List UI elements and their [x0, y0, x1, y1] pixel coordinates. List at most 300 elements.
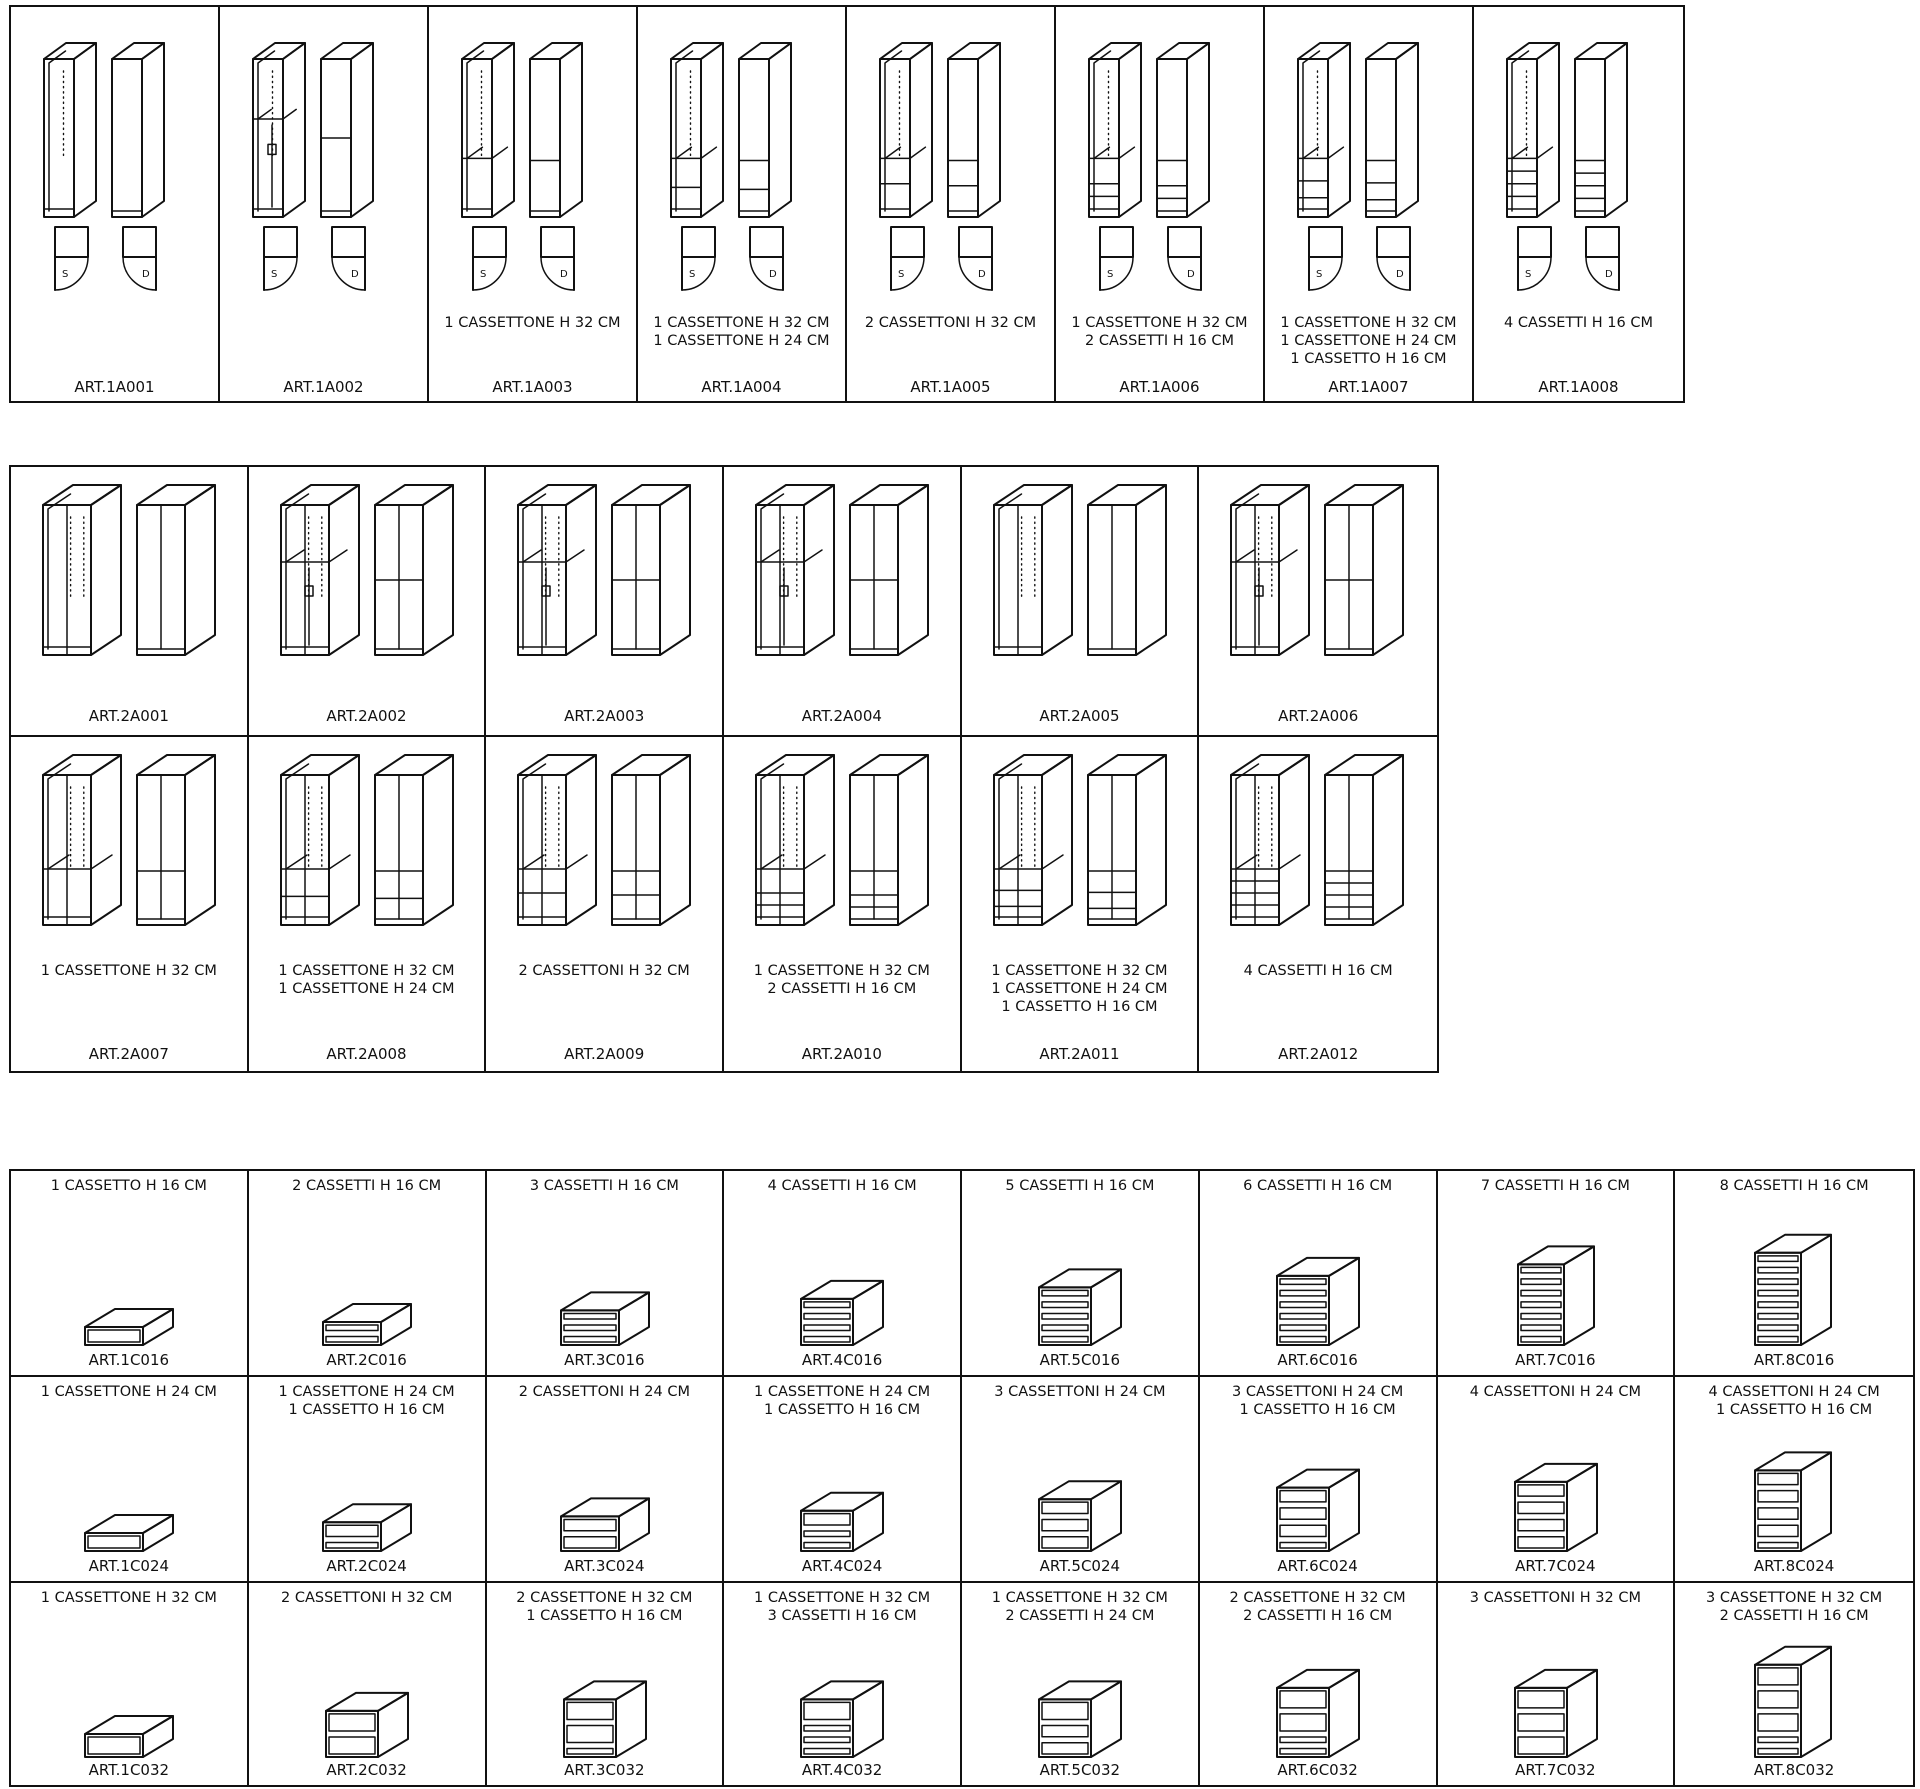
wardrobe-open-top-face: [1089, 43, 1141, 59]
description-line: 1 CASSETTONE H 32 CM: [991, 1590, 1168, 1606]
chest-drawer-front: [329, 1737, 375, 1754]
product-description: [1200, 1383, 1436, 1419]
wardrobe-closed-top-face: [1325, 485, 1403, 505]
product-cell: [962, 467, 1200, 737]
chest: [1518, 1246, 1594, 1345]
product-drawing: [1438, 1583, 1674, 1785]
wardrobe-closed-top-face: [1088, 755, 1166, 775]
article-code: ART.3C032: [564, 1761, 645, 1779]
article-code: ART.1C016: [88, 1351, 170, 1369]
wardrobe-closed-side-face: [1373, 755, 1403, 925]
product-drawing: [1438, 1171, 1674, 1375]
article-code: ART.1A004: [701, 378, 782, 396]
chest-drawer-front: [1280, 1290, 1326, 1296]
wardrobe-closed-top-face: [948, 43, 1000, 59]
product-description: [1199, 962, 1437, 980]
door-right-symbol-plan: [1377, 227, 1410, 257]
chest-drawer-front: [1042, 1537, 1088, 1548]
chest: [564, 1681, 646, 1757]
chest-side-face: [1091, 1269, 1121, 1345]
product-drawing: [1474, 7, 1683, 401]
door-right-symbol-plan: [1168, 227, 1201, 257]
chest-drawer-front: [329, 1714, 375, 1731]
chest-front-face: [1277, 1688, 1329, 1757]
chest-drawer-front: [88, 1330, 140, 1342]
door-right-symbol-arc: [750, 257, 783, 290]
wardrobe-open-top-face: [281, 755, 359, 775]
chest-side-face: [1329, 1258, 1359, 1345]
chest-drawer-front: [1042, 1302, 1088, 1308]
article-code: ART.3C024: [564, 1557, 645, 1575]
product-drawing: [1200, 1171, 1436, 1375]
wardrobe-closed-top-face: [112, 43, 164, 59]
description-line: 1 CASSETTONE H 24 CM: [278, 981, 455, 997]
product-description: [962, 1589, 1198, 1625]
product-description: [1675, 1177, 1913, 1195]
product-description: [1474, 314, 1683, 332]
product-drawing: [724, 1171, 960, 1375]
product-cell: [11, 7, 220, 401]
article-code: ART.7C024: [1515, 1557, 1596, 1575]
wardrobe-open-view: [253, 43, 305, 217]
door-left-symbol-plan: [473, 227, 506, 257]
article-code: ART.1C024: [88, 1557, 170, 1575]
chest-drawer-front: [326, 1525, 378, 1536]
product-cell: [1056, 7, 1265, 401]
product-drawing: [249, 1171, 485, 1375]
chest-drawer-front: [1280, 1491, 1326, 1502]
article-code: ART.2A010: [801, 1045, 882, 1063]
chest-drawer-front: [1042, 1313, 1088, 1319]
wardrobe-open-side-face: [804, 755, 834, 925]
chest-front-face: [326, 1711, 378, 1757]
wardrobe-open-view: [880, 43, 932, 217]
product-drawing: [1438, 1377, 1674, 1581]
chest: [561, 1498, 649, 1551]
article-code: ART.1A006: [1119, 378, 1200, 396]
door-left-symbol: [891, 227, 924, 290]
article-code: ART.8C016: [1753, 1351, 1835, 1369]
description-line: 1 CASSETTONE H 32 CM: [1280, 315, 1457, 331]
wardrobe-inner-back: [467, 51, 484, 211]
description-line: 1 CASSETTONE H 32 CM: [653, 315, 830, 331]
chest: [326, 1693, 408, 1757]
wardrobe-closed-top-face: [1325, 755, 1403, 775]
wardrobe-closed-view: [1088, 485, 1166, 655]
wardrobe-closed-view: [1157, 43, 1209, 217]
wardrobe-closed-side-face: [898, 485, 928, 655]
wardrobe-drawer-shelf-depth: [48, 855, 69, 869]
product-description: [486, 962, 722, 980]
product-cell: [220, 7, 429, 401]
door-right-symbol-label: D: [769, 269, 777, 280]
product-description: [11, 962, 247, 980]
chest-drawer-front: [804, 1336, 850, 1342]
wardrobe-open-side-face: [1042, 755, 1072, 925]
wardrobe-inner-back: [1094, 51, 1111, 211]
wardrobe-open-view: [994, 485, 1072, 655]
chest-drawer-front: [1758, 1491, 1798, 1502]
product-drawing: [486, 737, 722, 1071]
description-line: 1 CASSETTONE H 24 CM: [1280, 333, 1457, 349]
product-cell: [724, 1171, 962, 1377]
article-code: ART.2A012: [1278, 1045, 1359, 1063]
product-description: [962, 1177, 1198, 1195]
chest-front-face: [1277, 1276, 1329, 1345]
product-description: [1056, 314, 1263, 350]
wardrobe-closed-top-face: [1575, 43, 1627, 59]
chest-drawer-front: [804, 1514, 850, 1525]
wardrobe-open-side-face: [701, 43, 723, 217]
wardrobe-drawer-shelf-depth: [523, 855, 544, 869]
door-left-symbol-arc: [682, 257, 715, 290]
door-left-symbol-plan: [1309, 227, 1342, 257]
product-cell: [1675, 1583, 1913, 1785]
product-description: [487, 1177, 723, 1195]
chest-drawer-front: [564, 1336, 616, 1342]
description-line: 2 CASSETTONE H 32 CM: [516, 1590, 693, 1606]
wardrobe-closed-view: [321, 43, 373, 217]
wardrobe-open-view: [44, 43, 96, 217]
product-cell: [487, 1377, 725, 1583]
door-right-symbol: [541, 227, 574, 290]
product-cell: [487, 1171, 725, 1377]
wardrobe-open-side-face: [1042, 485, 1072, 655]
article-code: ART.5C024: [1039, 1557, 1121, 1575]
wardrobe-inner-back: [1512, 51, 1529, 211]
door-right-symbol-label: D: [1605, 269, 1613, 280]
chest-drawer-front: [567, 1702, 613, 1719]
wardrobe-open-top-face: [880, 43, 932, 59]
wardrobe-open-side-face: [566, 755, 596, 925]
wardrobe-closed-top-face: [375, 485, 453, 505]
wardrobe-open-side-face: [1537, 43, 1559, 217]
article-code: ART.4C024: [801, 1557, 883, 1575]
product-cell: [249, 1377, 487, 1583]
chest-drawer-front: [1518, 1502, 1564, 1513]
wardrobe-closed-top-face: [321, 43, 373, 59]
chest-drawer-front: [564, 1537, 616, 1548]
chest-top-face: [801, 1681, 883, 1699]
wardrobe-closed-top-face: [530, 43, 582, 59]
product-drawing: [962, 467, 1198, 735]
chest: [1277, 1470, 1359, 1551]
product-drawing: [11, 737, 247, 1071]
chest-drawer-front: [1758, 1325, 1798, 1331]
door-right-symbol-plan: [750, 227, 783, 257]
chest-drawer-front: [1758, 1737, 1798, 1743]
wardrobe-closed-top-face: [739, 43, 791, 59]
wardrobe-closed-side-face: [769, 43, 791, 217]
wardrobe-shelf: [518, 550, 584, 562]
chest-side-face: [1329, 1470, 1359, 1551]
wardrobe-closed-view: [137, 755, 215, 925]
product-description: [11, 1177, 247, 1195]
wardrobe-open-top-face: [518, 485, 596, 505]
product-cell: [11, 1377, 249, 1583]
chest-side-face: [1564, 1246, 1594, 1345]
wardrobe-drawer-shelf: [994, 855, 1063, 869]
chest-drawer-front: [1042, 1519, 1088, 1530]
description-line: 2 CASSETTONI H 24 CM: [518, 1384, 690, 1400]
wardrobe-open-view: [1089, 43, 1141, 217]
door-right-symbol: [959, 227, 992, 290]
article-code: ART.1A005: [910, 378, 991, 396]
door-right-symbol-arc: [123, 257, 156, 290]
wardrobe-open-top-face: [44, 43, 96, 59]
wardrobe-drawer-shelf-depth: [676, 147, 691, 158]
wardrobe-closed-side-face: [1605, 43, 1627, 217]
wardrobe-closed-side-face: [142, 43, 164, 217]
wardrobe-open-view: [1507, 43, 1559, 217]
description-line: 3 CASSETTONI H 32 CM: [1469, 1590, 1641, 1606]
product-cell: [1438, 1171, 1676, 1377]
product-drawing: [249, 467, 485, 735]
wardrobe-open-side-face: [910, 43, 932, 217]
wardrobe-open-view: [43, 485, 121, 655]
wardrobe-open-side-face: [91, 755, 121, 925]
description-line: 3 CASSETTONI H 24 CM: [1231, 1384, 1404, 1400]
chest-drawer-front: [1518, 1737, 1564, 1754]
chest-side-face: [1329, 1670, 1359, 1757]
wardrobe-closed-side-face: [1396, 43, 1418, 217]
chest-drawer-front: [1758, 1336, 1798, 1342]
door-left-symbol: [1309, 227, 1342, 290]
article-code: ART.2A003: [564, 707, 645, 725]
description-line: 3 CASSETTI H 16 CM: [767, 1608, 917, 1624]
door-right-symbol-arc: [541, 257, 574, 290]
chest-drawer-front: [1521, 1313, 1561, 1319]
article-code: ART.2C024: [326, 1557, 407, 1575]
description-line: 6 CASSETTI H 16 CM: [1243, 1178, 1393, 1194]
door-right-symbol-label: D: [560, 269, 568, 280]
door-left-symbol: [682, 227, 715, 290]
chest-side-face: [143, 1716, 173, 1757]
article-code: ART.1A008: [1538, 378, 1619, 396]
door-right-symbol-label: D: [1396, 269, 1404, 280]
product-description: [1200, 1589, 1436, 1625]
wardrobe-open-side-face: [1279, 485, 1309, 655]
chest: [1039, 1269, 1121, 1345]
chest-drawer-front: [1280, 1313, 1326, 1319]
chest: [801, 1681, 883, 1757]
door-right-symbol: [1586, 227, 1619, 290]
double-wardrobe-grid: [9, 465, 1439, 1073]
product-cell: [11, 467, 249, 737]
wardrobe-closed-top-face: [1366, 43, 1418, 59]
chest-drawer-front: [1758, 1508, 1798, 1519]
wardrobe-closed-side-face: [1136, 755, 1166, 925]
description-line: 2 CASSETTI H 16 CM: [1084, 333, 1234, 349]
wardrobe-closed-top-face: [375, 755, 453, 775]
door-left-symbol-plan: [264, 227, 297, 257]
article-code: ART.1A007: [1328, 378, 1409, 396]
chest: [1515, 1464, 1597, 1551]
product-drawing: [11, 1583, 247, 1785]
wardrobe-open-top-face: [253, 43, 305, 59]
article-code: ART.1C032: [88, 1761, 170, 1779]
product-description: [249, 962, 485, 998]
wardrobe-closed-view: [1575, 43, 1627, 217]
wardrobe-drawer-shelf: [281, 855, 350, 869]
door-left-symbol-arc: [1309, 257, 1342, 290]
door-left-symbol: [1100, 227, 1133, 290]
description-line: 1 CASSETTONE H 24 CM: [278, 1384, 455, 1400]
product-drawing: [249, 1583, 485, 1785]
wardrobe-closed-view: [612, 485, 690, 655]
product-cell: [1265, 7, 1474, 401]
door-right-symbol-label: D: [351, 269, 359, 280]
product-description: [962, 1383, 1198, 1401]
chest-side-face: [378, 1693, 408, 1757]
chest-drawer-front: [1758, 1714, 1798, 1731]
wardrobe-closed-top-face: [850, 485, 928, 505]
chest-drawer-front: [1280, 1748, 1326, 1754]
door-right-symbol-plan: [123, 227, 156, 257]
door-right-symbol-label: D: [142, 269, 150, 280]
product-description: [724, 1589, 960, 1625]
wardrobe-drawer-shelf-depth: [761, 855, 782, 869]
chest-drawer-front: [1280, 1714, 1326, 1731]
product-cell: [11, 1583, 249, 1785]
product-drawing: [11, 467, 247, 735]
wardrobe-drawer-shelf-depth: [1236, 855, 1257, 869]
wardrobe-closed-view: [850, 485, 928, 655]
article-code: ART.2A006: [1278, 707, 1359, 725]
product-cell: [962, 1583, 1200, 1785]
article-code: ART.6C016: [1277, 1351, 1358, 1369]
product-description: [249, 1589, 485, 1607]
wardrobe-closed-side-face: [185, 485, 215, 655]
door-left-symbol-label: S: [271, 269, 278, 280]
chest-side-face: [381, 1304, 411, 1345]
door-left-symbol: [55, 227, 88, 290]
chest-drawer-front: [1518, 1537, 1564, 1548]
product-description: [11, 1383, 247, 1401]
product-description: [724, 1383, 960, 1419]
wardrobe-drawer-shelf: [1231, 855, 1300, 869]
product-cell: [1200, 1377, 1438, 1583]
chest-side-face: [853, 1281, 883, 1345]
chest-drawer-front: [1758, 1256, 1798, 1262]
wardrobe-closed-view: [112, 43, 164, 217]
wardrobe-open-view: [1298, 43, 1350, 217]
wardrobe-shelf: [1231, 550, 1297, 562]
wardrobe-open-top-face: [462, 43, 514, 59]
wardrobe-shelf: [281, 550, 347, 562]
chest-drawer-front: [567, 1725, 613, 1742]
product-drawing: [11, 1377, 247, 1581]
chest-drawer-front: [1521, 1325, 1561, 1331]
chest-side-face: [619, 1292, 649, 1345]
product-description: [11, 1589, 247, 1607]
wardrobe-closed-side-face: [898, 755, 928, 925]
description-line: 4 CASSETTONI H 24 CM: [1708, 1384, 1880, 1400]
wardrobe-open-side-face: [283, 43, 305, 217]
wardrobe-open-top-face: [994, 755, 1072, 775]
wardrobe-closed-side-face: [1373, 485, 1403, 655]
door-left-symbol: [473, 227, 506, 290]
chest-side-face: [1567, 1464, 1597, 1551]
chest-top-face: [1515, 1670, 1597, 1688]
article-code: ART.2A005: [1039, 707, 1120, 725]
product-drawing: [962, 1171, 1198, 1375]
description-line: 1 CASSETTONE H 32 CM: [753, 963, 930, 979]
chest-drawer-front: [1521, 1302, 1561, 1308]
chest: [1039, 1681, 1121, 1757]
chest-drawer-front: [1521, 1267, 1561, 1273]
door-right-symbol-arc: [959, 257, 992, 290]
product-cell: [1438, 1583, 1676, 1785]
chest-drawer-front: [564, 1325, 616, 1331]
door-left-symbol-label: S: [898, 269, 905, 280]
wardrobe-open-side-face: [329, 755, 359, 925]
wardrobe-open-side-face: [74, 43, 96, 217]
product-drawing: [724, 737, 960, 1071]
article-code: ART.2A001: [88, 707, 169, 725]
description-line: 1 CASSETTO H 16 CM: [1716, 1402, 1873, 1418]
wardrobe-open-side-face: [492, 43, 514, 217]
product-drawing: [429, 7, 636, 401]
wardrobe-closed-top-face: [612, 755, 690, 775]
chest-drawer-front: [1758, 1473, 1798, 1484]
description-line: 1 CASSETTONE H 32 CM: [1071, 315, 1248, 331]
chest: [1277, 1670, 1359, 1757]
description-line: 1 CASSETTONE H 24 CM: [754, 1384, 931, 1400]
article-code: ART.6C024: [1277, 1557, 1358, 1575]
wardrobe-open-view: [994, 755, 1072, 925]
wardrobe-closed-view: [1088, 755, 1166, 925]
wardrobe-open-top-face: [518, 755, 596, 775]
chest-top-face: [564, 1681, 646, 1699]
article-code: ART.7C032: [1515, 1761, 1596, 1779]
door-left-symbol-label: S: [62, 269, 69, 280]
door-right-symbol-plan: [541, 227, 574, 257]
description-line: 1 CASSETTONE H 24 CM: [991, 981, 1168, 997]
description-line: 4 CASSETTI H 16 CM: [767, 1178, 917, 1194]
product-description: [847, 314, 1054, 332]
description-line: 1 CASSETTONE H 32 CM: [991, 963, 1168, 979]
article-code: ART.2A002: [326, 707, 407, 725]
product-description: [487, 1383, 723, 1401]
product-description: [962, 962, 1198, 1016]
wardrobe-closed-top-face: [612, 485, 690, 505]
wardrobe-open-view: [671, 43, 723, 217]
wardrobe-drawer-shelf-depth: [999, 855, 1020, 869]
chest-side-face: [853, 1493, 883, 1551]
chest-side-face: [619, 1498, 649, 1551]
description-line: 1 CASSETTO H 16 CM: [1001, 999, 1158, 1015]
description-line: 1 CASSETTO H 16 CM: [288, 1402, 445, 1418]
wardrobe-open-side-face: [329, 485, 359, 655]
chest: [561, 1292, 649, 1345]
product-drawing: [486, 467, 722, 735]
product-cell: [486, 467, 724, 737]
article-code: ART.3C016: [564, 1351, 645, 1369]
product-cell: [1675, 1171, 1913, 1377]
product-description: [487, 1589, 723, 1625]
chest-top-face: [1039, 1681, 1121, 1699]
article-code: ART.5C032: [1039, 1761, 1121, 1779]
chest-drawer-front: [1758, 1302, 1798, 1308]
door-right-symbol-label: D: [978, 269, 986, 280]
chest-drawer-front: [804, 1737, 850, 1743]
product-description: [724, 1177, 960, 1195]
wardrobe-closed-side-face: [351, 43, 373, 217]
chest-drawer-front: [1758, 1542, 1798, 1548]
product-description: [429, 314, 636, 332]
wardrobe-closed-side-face: [1136, 485, 1166, 655]
